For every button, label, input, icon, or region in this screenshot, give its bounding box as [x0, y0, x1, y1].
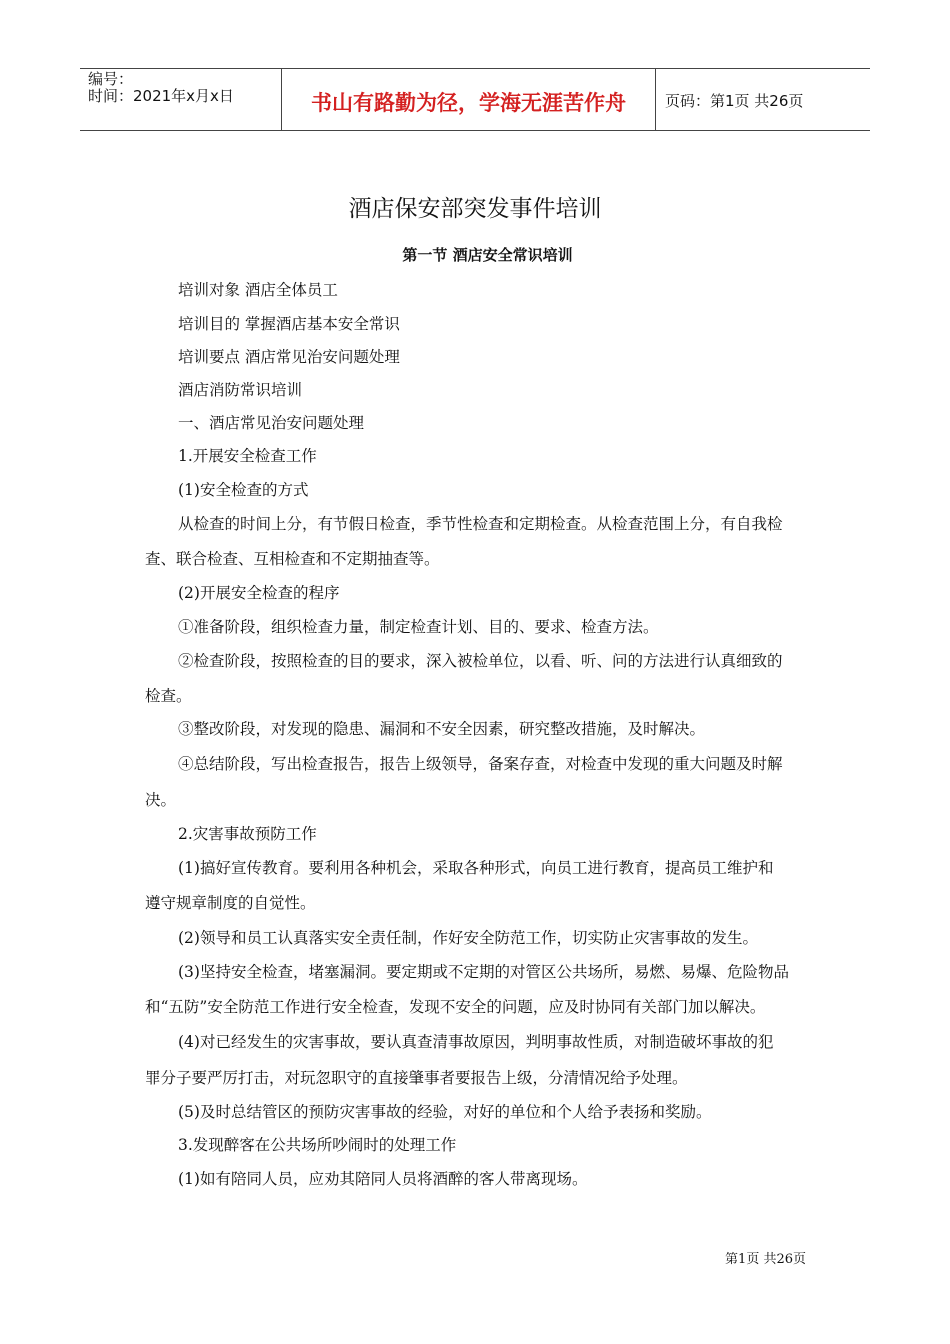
page-footer: 第1页 共26页: [725, 1252, 806, 1267]
paragraph-line: (5)及时总结管区的预防灾害事故的经验，对好的单位和个人给予表扬和奖励。: [178, 1103, 712, 1121]
paragraph-line: 决。: [145, 791, 177, 809]
paragraph-line: 培训目的 掌握酒店基本安全常识: [178, 315, 400, 333]
document-title: 酒店保安部突发事件培训: [348, 196, 602, 222]
paragraph-line: ②检查阶段，按照检查的目的要求，深入被检单位，以看、听、问的方法进行认真细致的: [178, 652, 783, 670]
paragraph-line: 培训对象 酒店全体员工: [178, 281, 338, 299]
paragraph-line: 和“五防”安全防范工作进行安全检查，发现不安全的问题，应及时协同有关部门加以解决。: [145, 998, 766, 1016]
paragraph-line: (1)如有陪同人员，应劝其陪同人员将酒醉的客人带离现场。: [178, 1170, 588, 1188]
paragraph-line: 检查。: [145, 687, 192, 705]
paragraph-line: ④总结阶段，写出检查报告，报告上级领导，备案存查，对检查中发现的重大问题及时解: [178, 755, 783, 773]
paragraph-line: 一、酒店常见治安问题处理: [178, 414, 365, 432]
paragraph-line: (2)领导和员工认真落实安全责任制，作好安全防范工作，切实防止灾害事故的发生。: [178, 929, 758, 947]
paragraph-line: (2)开展安全检查的程序: [178, 584, 340, 602]
header-meta: [80, 69, 280, 130]
paragraph-line: (1)搞好宣传教育。要利用各种机会，采取各种形式，向员工进行教育，提高员工维护和: [178, 859, 774, 877]
paragraph-line: 2.灾害事故预防工作: [178, 825, 317, 843]
paragraph-line: ①准备阶段，组织检查力量，制定检查计划、目的、要求、检查方法。: [178, 618, 659, 636]
page-info: 页码：第1页 共26页: [665, 92, 804, 110]
header-motto-cell: [281, 69, 656, 130]
number-label: 编号：: [88, 70, 134, 88]
paragraph-line: ③整改阶段，对发现的隐患、漏洞和不安全因素，研究整改措施，及时解决。: [178, 720, 706, 738]
paragraph-line: 遵守规章制度的自觉性。: [145, 894, 316, 912]
motto: 书山有路勤为径，学海无涯苦作舟: [311, 91, 626, 115]
section-heading: 第一节 酒店安全常识培训: [402, 246, 573, 264]
paragraph-line: 罪分子要严厉打击，对玩忽职守的直接肇事者要报告上级，分清情况给予处理。: [145, 1069, 688, 1087]
paragraph-line: 1.开展安全检查工作: [178, 447, 317, 465]
paragraph-line: 查、联合检查、互相检查和不定期抽查等。: [145, 550, 440, 568]
time-label: 时间：2021年x月x日: [88, 87, 234, 105]
paragraph-line: 酒店消防常识培训: [178, 381, 303, 399]
paragraph-line: (3)坚持安全检查，堵塞漏洞。要定期或不定期的对管区公共场所，易燃、易爆、危险物品: [178, 963, 789, 981]
paragraph-line: (1)安全检查的方式: [178, 481, 309, 499]
paragraph-line: 3.发现醉客在公共场所吵闹时的处理工作: [178, 1136, 457, 1154]
paragraph-line: 从检查的时间上分，有节假日检查，季节性检查和定期检查。从检查范围上分，有自我检: [178, 515, 783, 533]
header-page-cell: [655, 69, 870, 130]
paragraph-line: (4)对已经发生的灾害事故，要认真查清事故原因，判明事故性质，对制造破坏事故的犯: [178, 1033, 774, 1051]
paragraph-line: 培训要点 酒店常见治安问题处理: [178, 348, 400, 366]
page-header: [80, 68, 870, 131]
